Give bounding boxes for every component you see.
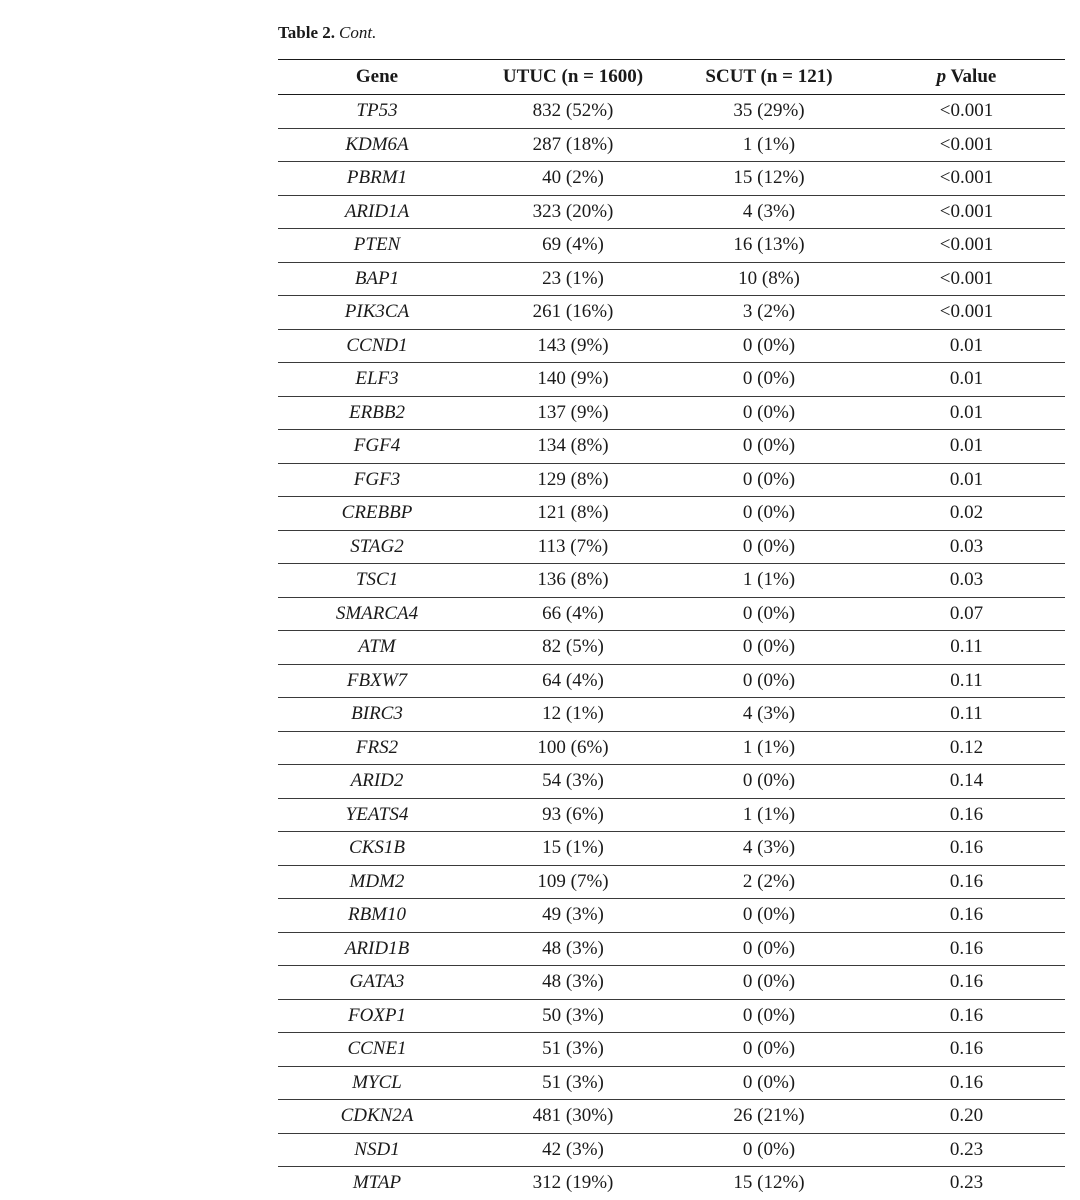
cell-gene: ERBB2: [278, 396, 476, 430]
table-row: [278, 1133, 1065, 1167]
cell-scut: 0 (0%): [670, 631, 868, 665]
cell-scut: 0 (0%): [670, 1066, 868, 1100]
table-row: [278, 932, 1065, 966]
table-row: [278, 899, 1065, 933]
cell-p-value: <0.001: [868, 262, 1065, 296]
cell-scut: 1 (1%): [670, 128, 868, 162]
header-p-value: [868, 60, 1065, 95]
cell-gene: BAP1: [278, 262, 476, 296]
cell-scut: 0 (0%): [670, 329, 868, 363]
cell-gene: TSC1: [278, 564, 476, 598]
cell-scut: 1 (1%): [670, 564, 868, 598]
table-row: [278, 262, 1065, 296]
cell-utuc: 109 (7%): [476, 865, 670, 899]
cell-p-value: 0.02: [868, 497, 1065, 531]
table-row: [278, 162, 1065, 196]
cell-scut: 0 (0%): [670, 1033, 868, 1067]
cell-gene: CCND1: [278, 329, 476, 363]
cell-p-value: 0.16: [868, 1033, 1065, 1067]
cell-gene: FBXW7: [278, 664, 476, 698]
table-row: [278, 765, 1065, 799]
cell-scut: 0 (0%): [670, 497, 868, 531]
cell-p-value: 0.07: [868, 597, 1065, 631]
cell-gene: CDKN2A: [278, 1100, 476, 1134]
cell-utuc: 48 (3%): [476, 966, 670, 1000]
cell-utuc: 12 (1%): [476, 698, 670, 732]
cell-p-value: 0.16: [868, 999, 1065, 1033]
cell-utuc: 312 (19%): [532, 1172, 614, 1194]
cell-utuc: 143 (9%): [476, 329, 670, 363]
cell-scut: 4 (3%): [670, 698, 868, 732]
table-row: [278, 731, 1065, 765]
cell-gene: FGF4: [278, 430, 476, 464]
table-row: [278, 631, 1065, 665]
cell-utuc: 287 (18%): [476, 128, 670, 162]
cell-gene: FGF3: [278, 463, 476, 497]
cell-utuc: 134 (8%): [476, 430, 670, 464]
cell-p-value: 0.01: [868, 463, 1065, 497]
cell-gene: CKS1B: [278, 832, 476, 866]
table-row: [278, 296, 1065, 330]
cell-p-value: 0.03: [868, 530, 1065, 564]
cell-scut: 1 (1%): [670, 798, 868, 832]
cell-scut: 0 (0%): [670, 664, 868, 698]
cell-scut: 0 (0%): [670, 765, 868, 799]
cell-utuc: 64 (4%): [476, 664, 670, 698]
cell-scut: 0 (0%): [670, 899, 868, 933]
table-row: [278, 597, 1065, 631]
cell-utuc: 49 (3%): [476, 899, 670, 933]
table-row: [278, 497, 1065, 531]
table-row: [278, 966, 1065, 1000]
cell-utuc: 113 (7%): [476, 530, 670, 564]
cell-utuc: 93 (6%): [476, 798, 670, 832]
gene-table: [278, 59, 1065, 1200]
cell-utuc: 23 (1%): [476, 262, 670, 296]
cell-utuc: 40 (2%): [476, 162, 670, 196]
cell-gene: BIRC3: [278, 698, 476, 732]
cell-p-value: 0.16: [868, 865, 1065, 899]
table-caption-label: Table 2.: [278, 23, 336, 42]
header-p-symbol: p: [936, 66, 947, 87]
table-row: [278, 329, 1065, 363]
table-row: [278, 363, 1065, 397]
cell-utuc: 54 (3%): [476, 765, 670, 799]
cell-gene: STAG2: [278, 530, 476, 564]
cell-scut: 0 (0%): [670, 597, 868, 631]
cell-p-value: <0.001: [868, 95, 1065, 129]
cell-p-value: 0.01: [868, 363, 1065, 397]
table-row: [278, 698, 1065, 732]
cell-gene: PIK3CA: [278, 296, 476, 330]
cell-utuc: 48 (3%): [476, 932, 670, 966]
cell-utuc: 51 (3%): [476, 1066, 670, 1100]
table-row: [278, 530, 1065, 564]
table-row: [278, 564, 1065, 598]
cell-gene: MYCL: [278, 1066, 476, 1100]
cell-p-value: 0.16: [868, 832, 1065, 866]
cell-gene: PBRM1: [278, 162, 476, 196]
cell-utuc: 137 (9%): [476, 396, 670, 430]
cell-gene: MTAP: [352, 1172, 402, 1194]
cell-scut: 0 (0%): [670, 932, 868, 966]
cell-p-value: <0.001: [868, 162, 1065, 196]
table-row: [278, 1066, 1065, 1100]
cell-p-value: 0.03: [868, 564, 1065, 598]
cell-p-value: <0.001: [868, 296, 1065, 330]
cell-p-value: 0.12: [868, 731, 1065, 765]
cell-scut: 16 (13%): [670, 229, 868, 263]
table-row: [278, 1100, 1065, 1134]
cell-gene: ARID1A: [278, 195, 476, 229]
cell-p-value: 0.23: [949, 1172, 984, 1194]
cell-utuc: 481 (30%): [476, 1100, 670, 1134]
cell-scut: 0 (0%): [670, 530, 868, 564]
cell-utuc: 121 (8%): [476, 497, 670, 531]
table-row: [278, 664, 1065, 698]
cell-p-value: 0.11: [868, 698, 1065, 732]
cell-scut: 4 (3%): [670, 832, 868, 866]
cell-p-value: 0.16: [868, 798, 1065, 832]
table-caption-continuation: Cont.: [339, 23, 377, 42]
cell-utuc: 100 (6%): [476, 731, 670, 765]
cell-utuc: 261 (16%): [476, 296, 670, 330]
table-row: [278, 1033, 1065, 1067]
cell-gene: FOXP1: [278, 999, 476, 1033]
cell-utuc: 832 (52%): [476, 95, 670, 129]
cell-utuc: 136 (8%): [476, 564, 670, 598]
cell-p-value: 0.01: [868, 329, 1065, 363]
table-row: [278, 128, 1065, 162]
cell-gene: YEATS4: [278, 798, 476, 832]
table-row: [278, 195, 1065, 229]
cell-utuc: 323 (20%): [476, 195, 670, 229]
cell-p-value: 0.23: [868, 1133, 1065, 1167]
cell-gene: TP53: [278, 95, 476, 129]
cell-scut: 26 (21%): [670, 1100, 868, 1134]
cell-utuc: 69 (4%): [476, 229, 670, 263]
cell-scut: 3 (2%): [670, 296, 868, 330]
cell-utuc: 82 (5%): [476, 631, 670, 665]
cell-utuc: 140 (9%): [476, 363, 670, 397]
cell-utuc: 129 (8%): [476, 463, 670, 497]
table-row: [278, 95, 1065, 129]
header-utuc: UTUC (n = 1600): [476, 60, 670, 95]
cell-utuc: 42 (3%): [476, 1133, 670, 1167]
table-row: [278, 463, 1065, 497]
cell-gene: CREBBP: [278, 497, 476, 531]
cell-gene: ARID1B: [278, 932, 476, 966]
table-row: [278, 229, 1065, 263]
cell-scut: 15 (12%): [733, 1172, 805, 1194]
cell-scut: 10 (8%): [670, 262, 868, 296]
cell-gene: KDM6A: [278, 128, 476, 162]
cell-scut: 2 (2%): [670, 865, 868, 899]
cell-gene: CCNE1: [278, 1033, 476, 1067]
cell-gene: MDM2: [278, 865, 476, 899]
cell-p-value: <0.001: [868, 195, 1065, 229]
cell-scut: 0 (0%): [670, 396, 868, 430]
cell-utuc: 50 (3%): [476, 999, 670, 1033]
cell-p-value: 0.16: [868, 932, 1065, 966]
cell-gene: PTEN: [278, 229, 476, 263]
cell-p-value: <0.001: [868, 229, 1065, 263]
table-row: [278, 430, 1065, 464]
cell-utuc: 15 (1%): [476, 832, 670, 866]
table-header: [278, 60, 1065, 95]
cell-p-value: 0.16: [868, 899, 1065, 933]
cell-p-value: 0.16: [868, 1066, 1065, 1100]
cell-p-value: <0.001: [868, 128, 1065, 162]
table-body: [278, 95, 1065, 1200]
cell-scut: 0 (0%): [670, 363, 868, 397]
cell-scut: 0 (0%): [670, 999, 868, 1033]
cell-gene: FRS2: [278, 731, 476, 765]
cell-scut: 15 (12%): [670, 162, 868, 196]
header-row: [278, 60, 1065, 95]
cell-p-value: 0.11: [868, 631, 1065, 665]
cell-utuc: 51 (3%): [476, 1033, 670, 1067]
cell-gene: RBM10: [278, 899, 476, 933]
cell-p-value: 0.01: [868, 396, 1065, 430]
table-row: [278, 832, 1065, 866]
cell-gene: ARID2: [278, 765, 476, 799]
table-row: [278, 396, 1065, 430]
header-p-label: Value: [946, 66, 997, 87]
cell-p-value: 0.01: [868, 430, 1065, 464]
cell-p-value: 0.11: [868, 664, 1065, 698]
table-caption: [278, 22, 376, 44]
cell-scut: 0 (0%): [670, 1133, 868, 1167]
header-gene: Gene: [278, 60, 476, 95]
table-row: [278, 999, 1065, 1033]
cell-gene: NSD1: [278, 1133, 476, 1167]
cell-gene: ATM: [278, 631, 476, 665]
cell-p-value: 0.16: [868, 966, 1065, 1000]
cell-scut: 0 (0%): [670, 430, 868, 464]
cell-p-value: 0.20: [868, 1100, 1065, 1134]
table-row: [278, 865, 1065, 899]
cell-gene: ELF3: [278, 363, 476, 397]
table-row: [278, 798, 1065, 832]
cell-scut: 0 (0%): [670, 463, 868, 497]
cell-utuc: 66 (4%): [476, 597, 670, 631]
header-scut: SCUT (n = 121): [670, 60, 868, 95]
cell-gene: SMARCA4: [278, 597, 476, 631]
cell-scut: 35 (29%): [670, 95, 868, 129]
cell-scut: 0 (0%): [670, 966, 868, 1000]
cell-scut: 4 (3%): [670, 195, 868, 229]
cell-p-value: 0.14: [868, 765, 1065, 799]
cell-gene: GATA3: [278, 966, 476, 1000]
cell-scut: 1 (1%): [670, 731, 868, 765]
